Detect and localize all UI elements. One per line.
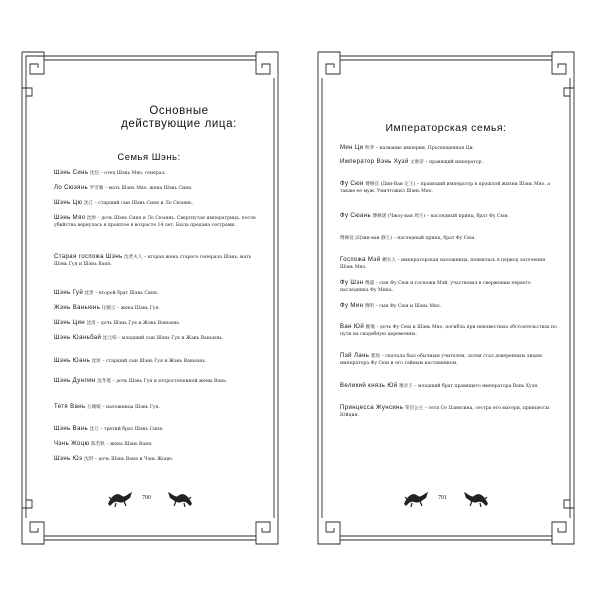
left-page <box>14 48 286 548</box>
character-desc: – старший сын Шэнь Синя и Ло Сюэянь. <box>94 201 194 206</box>
character-name: Император Вэнь Хуэй <box>340 159 409 165</box>
character-entry <box>340 383 560 391</box>
character-han: 任婉云 <box>101 306 116 311</box>
page-title-line1: Основные <box>149 105 209 117</box>
character-han: 沈清 <box>86 321 96 326</box>
character-name: Шэнь Цин <box>54 320 85 326</box>
page-title: Императорская семья: <box>385 122 507 134</box>
character-name: Фу Мин <box>340 303 364 309</box>
character-entry <box>54 290 264 298</box>
character-name: Мин Ци <box>340 145 364 151</box>
character-han: 沈丘 <box>83 201 94 206</box>
character-han: 沈老夫人 <box>123 255 143 260</box>
character-desc: – дочь Шэнь Ваня и Чэнь Жоцю. <box>94 457 174 462</box>
character-name: Старая госпожа Шэнь <box>54 254 123 260</box>
right-page <box>310 48 582 548</box>
character-entry <box>340 257 560 271</box>
dragon-icon <box>106 488 134 508</box>
character-entry <box>340 280 560 294</box>
character-han: 罗雪雁 <box>89 186 104 191</box>
character-han: 明齐 <box>365 146 375 151</box>
character-entry <box>340 303 560 311</box>
character-entry <box>54 404 264 412</box>
character-han: 沈冬菱 <box>97 379 112 384</box>
character-entry <box>340 324 560 338</box>
dragon-icon <box>402 488 430 508</box>
character-han: 沈玥 <box>84 457 94 462</box>
character-entry <box>54 215 264 229</box>
character-han: 傅修宜 <box>365 182 380 187</box>
character-han: 傅明 <box>364 304 374 309</box>
character-han: 沈妙 <box>86 216 97 221</box>
character-entry <box>54 378 264 386</box>
character-entry <box>340 145 560 153</box>
character-han: 万姨娘 <box>86 405 101 410</box>
character-desc: – второй брат Шэнь Синя. <box>95 291 159 296</box>
dragon-icon <box>462 488 490 508</box>
character-name: Госпожа Мэй <box>340 257 381 263</box>
character-name: Шэнь Вань <box>54 426 89 432</box>
character-name: Чэнь Жоцю <box>54 441 90 447</box>
character-entry <box>54 254 264 268</box>
character-entry <box>54 185 264 193</box>
character-han: 婉瑜 <box>365 325 375 330</box>
character-desc: – дочь Фу Сюи и Шэнь Мяо, погибла при неизвестных обстоятельствах по пути на свадебную церемонию. <box>340 325 557 337</box>
character-entry <box>340 181 560 195</box>
character-desc: – сын Фу Сюи и госпожи Мэй, участвовал в свержении первого наследника Фу Мина. <box>340 281 531 293</box>
character-entry <box>340 353 560 367</box>
page-number: 701 <box>438 495 447 501</box>
character-desc: (Чжоу-ван 周王) – наследный принц, брат Фу Сюи. <box>387 214 509 219</box>
character-name: Великий князь Юй <box>340 383 398 389</box>
dragon-icon <box>166 488 194 508</box>
character-han: 沈贵 <box>84 291 94 296</box>
page-title-line2: действующие лица: <box>121 118 237 130</box>
character-han: 沈垣 <box>91 359 101 364</box>
character-desc: – дочь Шэнь Гуя и Жэнь Ваньюнь. <box>97 321 181 326</box>
character-name: Ван Юй <box>340 324 365 330</box>
character-entry <box>340 235 560 243</box>
character-desc: – императорская наложница, появилась в период заточения Шэнь Мяо. <box>340 258 546 270</box>
character-entry <box>340 405 560 419</box>
character-desc: (Цзин-ван 静王) – наследный принц, брат Фу Сюи. <box>355 236 476 241</box>
character-entry <box>54 200 264 208</box>
character-entry <box>54 320 264 328</box>
character-entry <box>340 159 560 167</box>
character-entry <box>54 456 264 464</box>
character-desc: – мать Шэнь Мяо, жена Шэнь Синя. <box>104 186 193 191</box>
section-title: Семья Шэнь: <box>117 152 181 163</box>
character-desc: – название империи, Просвещенная Ци. <box>375 146 475 151</box>
character-desc: – отец Шэнь Мяо, генерал. <box>100 171 166 176</box>
character-name: Пэй Лань <box>340 353 370 359</box>
character-han: 沈元柏 <box>102 336 117 341</box>
character-han: 楣夫人 <box>382 258 396 263</box>
character-han: 傅修瑗 <box>372 214 387 219</box>
character-desc: – дочь Шэнь Синя и Ло Сюэянь. Свергнутая императрица, после убийства вернулась в прошлое в возрасте 14 лет. Была предана сестрами. <box>54 216 256 228</box>
character-han: 文惠帝 <box>410 160 424 165</box>
character-desc: – дочь Шэнь Гуя и второстепенной жены Вань. <box>112 379 228 384</box>
character-desc: – наложница Шэнь Гуя. <box>102 405 160 410</box>
character-entry <box>54 335 264 343</box>
character-desc: – правящий император. <box>425 160 483 165</box>
character-entry <box>340 213 560 221</box>
character-name: Шэнь Юэ <box>54 456 83 462</box>
character-entry <box>54 358 264 366</box>
character-desc: – вторая жена старого генерала Шэнь, мать Шэнь Гуя и Шэнь Ваня. <box>54 255 252 267</box>
character-desc: – тетя Се Цзинсина, сестра его матери, принцессы Юйцин. <box>340 406 550 418</box>
character-name: Ло Сюэянь <box>54 185 89 191</box>
character-entry <box>54 170 264 178</box>
character-desc: – жена Шэнь Гуя. <box>116 306 160 311</box>
character-han: 豫亲王 <box>399 384 413 389</box>
character-name: Фу Сюи <box>340 181 364 187</box>
character-entry <box>54 305 264 313</box>
character-name: Тетя Вань <box>54 404 86 410</box>
character-han: 沈信 <box>89 171 100 176</box>
character-han: 陈若秋 <box>90 442 105 447</box>
character-name: Шэнь Дунлин <box>54 378 96 384</box>
character-desc: – сын Фу Сюи и Шэнь Мяо. <box>375 304 442 309</box>
character-name: Шэнь Мяо <box>54 215 86 221</box>
character-name: Шэнь Цю <box>54 200 83 206</box>
character-name: Шэнь Гуй <box>54 290 84 296</box>
character-desc: – старший сын Шэнь Гуя и Жэнь Ваньюнь. <box>102 359 207 364</box>
character-desc: – младший брат правящего императора Вэнь Хуэя. <box>414 384 539 389</box>
character-name: Шэнь Юаньбай <box>54 335 102 341</box>
page-number: 700 <box>142 495 151 501</box>
character-name: Фу Сюань <box>340 213 372 219</box>
character-desc: – третий брат Шэнь Синя. <box>100 427 164 432</box>
character-han: 沈万 <box>89 427 99 432</box>
character-han: 傅盛 <box>364 281 375 286</box>
character-name: Шэнь Синь <box>54 170 89 176</box>
character-entry <box>54 441 264 449</box>
character-name: Принцесса Жунсинь <box>340 405 404 411</box>
character-desc: – жена Шэнь Ваня. <box>106 442 153 447</box>
character-entry <box>54 426 264 434</box>
character-han: 裴琅 <box>370 354 380 359</box>
character-han: 傅修仪 <box>340 236 354 241</box>
character-desc: – младший сын Шэнь Гуя и Жэнь Ваньюнь. <box>118 336 224 341</box>
character-desc: (Дин-Ван 定王) – правящий император в прошлой жизни Шэнь Мяо, а также ее муж. Уничтожил Шэнь Мяо. <box>340 182 551 194</box>
character-desc: – сначала был обычным учителем, затем стал доверенным лицом императора Фу Сюи и его тайным наставником. <box>340 354 542 366</box>
character-name: Фу Шэн <box>340 280 364 286</box>
character-han: 荣信公主 <box>404 406 424 411</box>
character-name: Шэнь Юань <box>54 358 91 364</box>
character-name: Жэнь Ваньюнь <box>54 305 101 311</box>
